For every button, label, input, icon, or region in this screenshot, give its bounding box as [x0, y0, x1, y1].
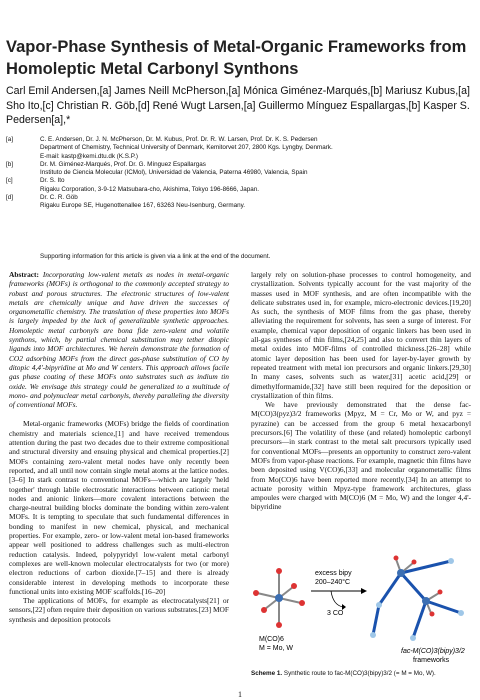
affiliation-c: [c] Dr. S. Ito Rigaku Corporation, 3-9-12 Matsubara-cho, Akishima, Tokyo 196-8666, Japan. — [6, 177, 259, 193]
affiliations — [6, 136, 474, 211]
body-paragraph-2: We have previously demonstrated that the dense fac-M(CO)3(pyz)3/2 frameworks (Mpyz, M = Cr, Mo or W, and pyz = pyrazine) can be accessed from the group 6 metal hexacarbonyl precursors.[6] The volatility of these (and related) homoleptic carbonyl precursors—in stark contrast to the metal salt precursors typically used for conventional MOFs—presents an opportunity to construct zero-valent MOFs from vapor-phase reactions. For example, magnetic thin films have been deposited using V(CO)6,[33] and molecular organometallic films from Mo(CO)6 have been reported more recently.[34] In an attempt to actuate porosity within Mpyz-type framework architectures, glass ampoules were charged with M(CO)6 (M = Mo, W) and the longer 4,4'-bipyridine — [251, 400, 471, 512]
product-label: fac-M(CO)3(bipy)3/2 — [401, 648, 465, 655]
arrow-head-icon — [361, 588, 367, 594]
reactant-metals-label: M = Mo, W — [259, 645, 294, 652]
affiliation-d: [d] Dr. C. R. Göb Rigaku Europe SE, Hugenottenallee 167, 63263 Neu-Isenburg, Germany. — [6, 194, 246, 210]
co-byproduct-label: 3 CO — [327, 610, 344, 617]
paper-title: Vapor-Phase Synthesis of Metal-Organic Frameworks from Homoleptic Metal Carbonyl Synthons — [6, 38, 467, 78]
abstract: Abstract: Incorporating low-valent metals as nodes in metal-organic frameworks (MOFs) is orthogonal to the commonly accepted strategy to robust and porous structures. The electronic structures of low-valent metals are chemically unique and have driven the successes of organometallic chemistry. The translation of these properties into MOFs is largely impeded by the lack of generalizable synthetic approaches. Homoleptic metal carbonyls are bona fide zero-valent and volatile synthons, which, by partial chemical substitution may tether ditopic ligands into MOF architectures. We herein demonstrate the formation of CO2 adsorbing MOFs from the direct gas-phase substitution of CO by ditopic 4,4'-bipyridine at Mo and W centers. This approach allows facile gas phase coating of these MOFs onto substrates such as indium tin oxide. We envisage this strategy could be generalized to a multitude of mono- and polynuclear metal carbonyls, thereby paralleling the diversity of conventional MOFs. — [9, 270, 229, 410]
scheme-caption: Scheme 1. Synthetic route to fac-M(CO)3(bipy)3/2 (= M = Mo, W). — [251, 670, 436, 677]
supporting-info-note: Supporting information for this article is given via a link at the end of the document. — [40, 253, 271, 260]
page-number: 1 — [238, 690, 242, 699]
arrow-reagent-label: excess bipy — [315, 570, 352, 577]
scheme-figure — [251, 553, 471, 668]
co-release-arrow — [331, 591, 343, 607]
metal-carbonyl-molecule — [253, 568, 305, 628]
author-list: Carl Emil Andersen,[a] James Neill McPherson,[a] Mónica Giménez-Marqués,[b] Mariusz Kubus,[a] Sho Ito,[c] Christian R. Göb,[d] René Wugt Larsen,[a] Guillermo Mínguez Espallargas,[b] Kasper S. Pedersen[a],* — [6, 85, 470, 126]
mof-framework-structure — [370, 556, 464, 642]
reactant-label: M(CO)6 — [259, 636, 284, 643]
affiliation-a: [a] C. E. Andersen, Dr. J. N. McPherson, Dr. M. Kubus, Prof. Dr. R. W. Larsen, Prof. Dr. K. S. Pedersen Department of Chemistry, Technical University of Denmark, Kemitorvet 207, 2800 Kgs. Lyngby, Denmark. E-mail: kastp@kemi.dtu.dk (K.S.P.) — [6, 136, 333, 160]
intro-paragraph: Metal-organic frameworks (MOFs) bridge the fields of coordination chemistry and materials science,[1] and have received tremendous attention during the past two decades due to their extreme compositional and structural diversity and ensuing physical and chemical properties.[2] MOFs containing zero-valent metal nodes have only recently been reported, and all until now contain single metal atoms at the lattice nodes.[3–6] In stark contrast to conventional MOFs—which are largely 'held together' through labile electrostatic interactions between cationic metal nodes and anionic linkers—more covalent interactions between the charge-neutral building blocks dominate the bonding within zero-valent MOFs. It is tempting to speculate that such fundamental differences in bonding to manifest in new chemical, physical, and mechanical properties. For example, zero- or low-valent metal ion-based frameworks appear well positioned to address challenges such as multi-electron reduction catalysis. Indeed, polypyridyl low-valent metal carbonyl complexes are well-known molecular electrocatalysts for two (or more) electron reductions of carbon dioxide.[7–15] and there is already considerable interest in developing methods to incorporate these functional units into existing MOF scaffolds.[16–20] — [9, 419, 229, 596]
arrow-temperature-label: 200–240°C — [315, 579, 351, 586]
product-frameworks-label: frameworks — [413, 657, 450, 664]
intro-paragraph-2: The applications of MOFs, for example as electrocatalysts[21] or sensors,[22] often require their deposition on various substrates.[23] MOF synthesis and deposition protocols — [9, 596, 229, 624]
left-column — [9, 270, 229, 624]
scheme-svg — [251, 553, 471, 668]
body-paragraph: largely rely on solution-phase processes to control homogeneity, and crystallization. Solvents typically account for the vast majority of the masses used in MOF synthesis, and are often incompatible with the delicate substrates used in, for example, micro-electronic devices.[19,20] As such, the synthesis of MOF films from the gas phase, thereby alleviating the requirement for solvents, has seen a surge of interest. For example, chemical vapor deposition of organic linkers has been used in all-gas syntheses of thin films,[24,25] and also to convert thin layers of metal oxides into MOF-films of controlled thickness.[26–28] while atomic layer deposition has been used for layer-by-layer growth by repeated treatment with metal ion precursors and organic linkers.[29,30] In many cases, solvents such as water,[31] acetic acid,[29] or dimethylformamide,[32] have still been required for the deposition or crystallization of thin films. — [251, 270, 471, 400]
affiliation-b: [b] Dr. M. Giménez-Marqués, Prof. Dr. G. Mínguez Espallargas Instituto de Ciencia Molecular (ICMol), Universidad de Valencia, Paterna 46980, Valencia, Spain — [6, 160, 308, 177]
right-column — [251, 270, 471, 512]
